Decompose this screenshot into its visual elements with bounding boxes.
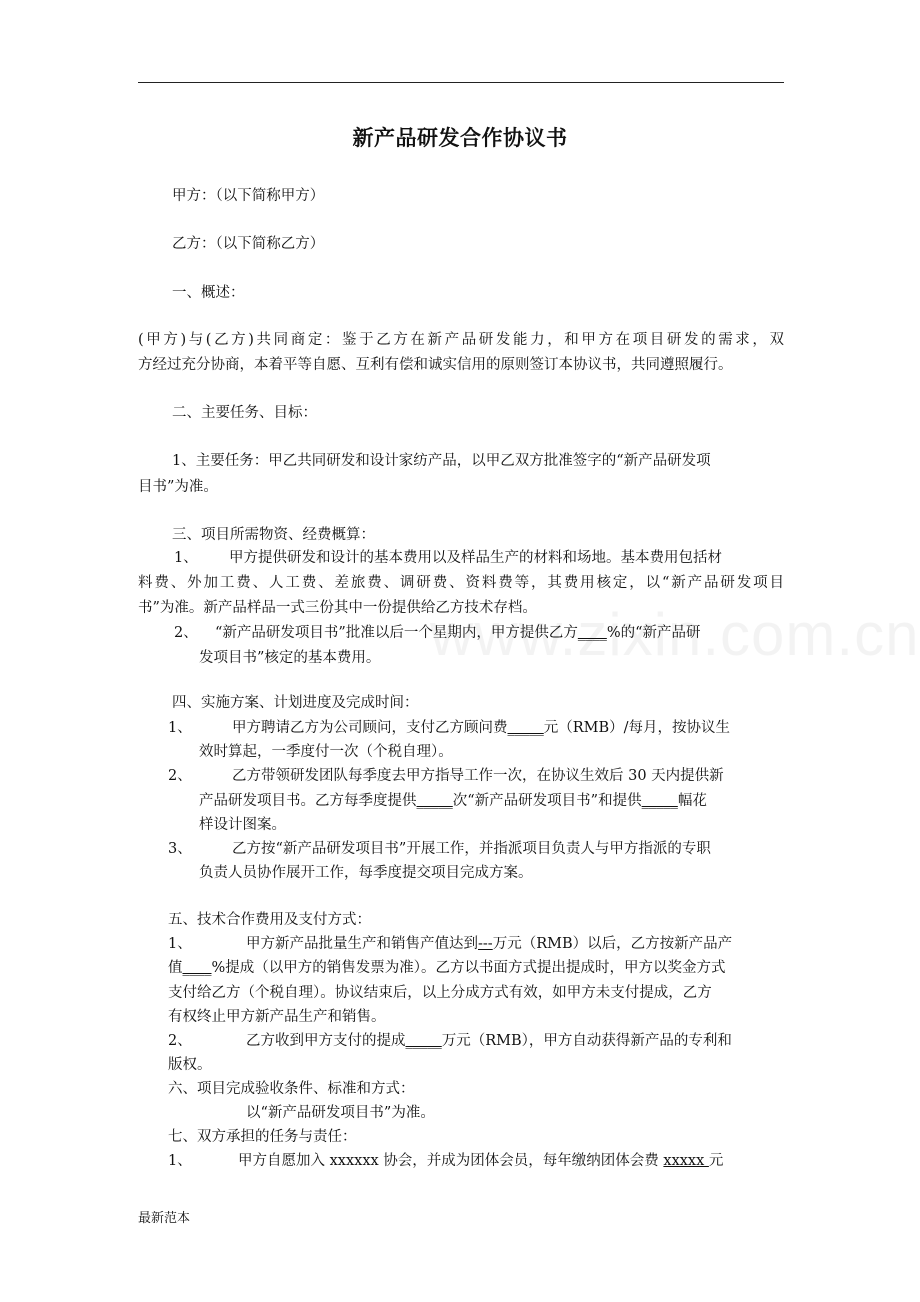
section-2-item-line: 1、主要任务：甲乙共同研发和设计家纺产品，以甲乙双方批准签字的“新产品研发项 — [172, 453, 711, 469]
section-3-item-1-line: 甲方提供研发和设计的基本费用以及样品生产的材料和场地。基本费用包括材 — [229, 550, 722, 566]
document-title: 新产品研发合作协议书 — [352, 125, 568, 150]
header-rule — [138, 82, 784, 83]
section-6-heading: 六、项目完成验收条件、标准和方式： — [168, 1081, 415, 1097]
fill-blank: ____ — [182, 960, 212, 976]
section-3-heading: 三、项目所需物资、经费概算： — [172, 527, 375, 543]
fill-blank: _____ — [405, 1033, 442, 1049]
item-number: 1、 — [168, 936, 192, 952]
item-number: 2、 — [168, 1033, 192, 1049]
section-4-item-2-line: 产品研发项目书。乙方每季度提供_____次“新产品研发项目书”和提供_____幅花 — [199, 793, 707, 809]
section-4-item-3-line: 负责人员协作展开工作，每季度提交项目完成方案。 — [199, 865, 533, 881]
fill-blank: _____ — [416, 793, 453, 809]
section-4-heading: 四、实施方案、计划进度及完成时间： — [172, 695, 419, 711]
section-7-item-1-line: 甲方自愿加入 xxxxxx 协会，并成为团体会员，每年缴纳团体会费 xxxxx 元 — [238, 1153, 724, 1169]
party-a-line: 甲方：（以下简称甲方） — [172, 188, 325, 204]
section-3-item-2-line: “新产品研发项目书”批准以后一个星期内，甲方提供乙方____%的“新产品研 — [215, 625, 701, 641]
section-6-para: 以“新产品研发项目书”为准。 — [246, 1105, 435, 1121]
section-7-heading: 七、双方承担的任务与责任： — [168, 1129, 357, 1145]
item-number: 1、 — [168, 720, 192, 736]
fill-blank: _____ — [641, 793, 678, 809]
fill-blank: _____ — [507, 720, 544, 736]
section-5-item-1-line: 值____%提成（以甲方的销售发票为准）。乙方以书面方式提出提成时，甲方以奖金方式 — [168, 960, 726, 976]
section-5-item-2-line: 乙方收到甲方支付的提成_____万元（RMB），甲方自动获得新产品的专利和 — [246, 1033, 732, 1049]
section-3-item-1-line: 书”为准。新产品样品一式三份其中一份提供给乙方技术存档。 — [138, 600, 537, 616]
section-1-para-line: (甲方)与(乙方)共同商定：鉴于乙方在新产品研发能力，和甲方在项目研发的需求，双 — [138, 332, 784, 348]
section-2-heading: 二、主要任务、目标： — [172, 405, 317, 421]
section-3-item-1-line: 料费、外加工费、人工费、差旅费、调研费、资料费等，其费用核定，以“新产品研发项目 — [138, 575, 784, 591]
section-4-item-2-line: 样设计图案。 — [199, 817, 286, 833]
fill-blank: xxxxx — [663, 1153, 709, 1169]
section-1-heading: 一、概述： — [172, 285, 245, 301]
section-5-item-2-line: 版权。 — [168, 1057, 212, 1073]
section-4-item-1-line: 甲方聘请乙方为公司顾问，支付乙方顾问费_____元（RMB）/每月，按协议生 — [232, 720, 731, 736]
section-4-item-2-line: 乙方带领研发团队每季度去甲方指导工作一次，在协议生效后 30 天内提供新 — [232, 768, 724, 784]
item-number: 2、 — [168, 768, 192, 784]
party-b-line: 乙方：（以下简称乙方） — [172, 236, 325, 252]
fill-blank: --- — [478, 936, 493, 952]
section-4-item-3-line: 乙方按“新产品研发项目书”开展工作，并指派项目负责人与甲方指派的专职 — [232, 841, 711, 857]
item-number: 2、 — [174, 625, 198, 641]
section-5-item-1-line: 支付给乙方（个税自理）。协议结束后，以上分成方式有效，如甲方未支付提成，乙方 — [168, 985, 712, 1001]
section-4-item-1-line: 效时算起，一季度付一次（个税自理）。 — [199, 744, 453, 760]
item-number: 1、 — [174, 550, 198, 566]
item-number: 1、 — [168, 1153, 192, 1169]
section-5-item-1-line: 有权终止甲方新产品生产和销售。 — [168, 1009, 386, 1025]
page-footer: 最新范本 — [138, 1211, 191, 1226]
section-5-item-1-line: 甲方新产品批量生产和销售产值达到---万元（RMB）以后，乙方按新产品产 — [246, 936, 733, 952]
section-1-para-line: 方经过充分协商，本着平等自愿、互利有偿和诚实信用的原则签订本协议书，共同遵照履行。 — [138, 357, 733, 373]
fill-blank: ____ — [577, 625, 607, 641]
section-3-item-2-line: 发项目书”核定的基本费用。 — [199, 650, 381, 666]
section-2-item-line: 目书”为准。 — [138, 479, 218, 495]
section-5-heading: 五、技术合作费用及支付方式： — [168, 912, 371, 928]
item-number: 3、 — [168, 841, 192, 857]
